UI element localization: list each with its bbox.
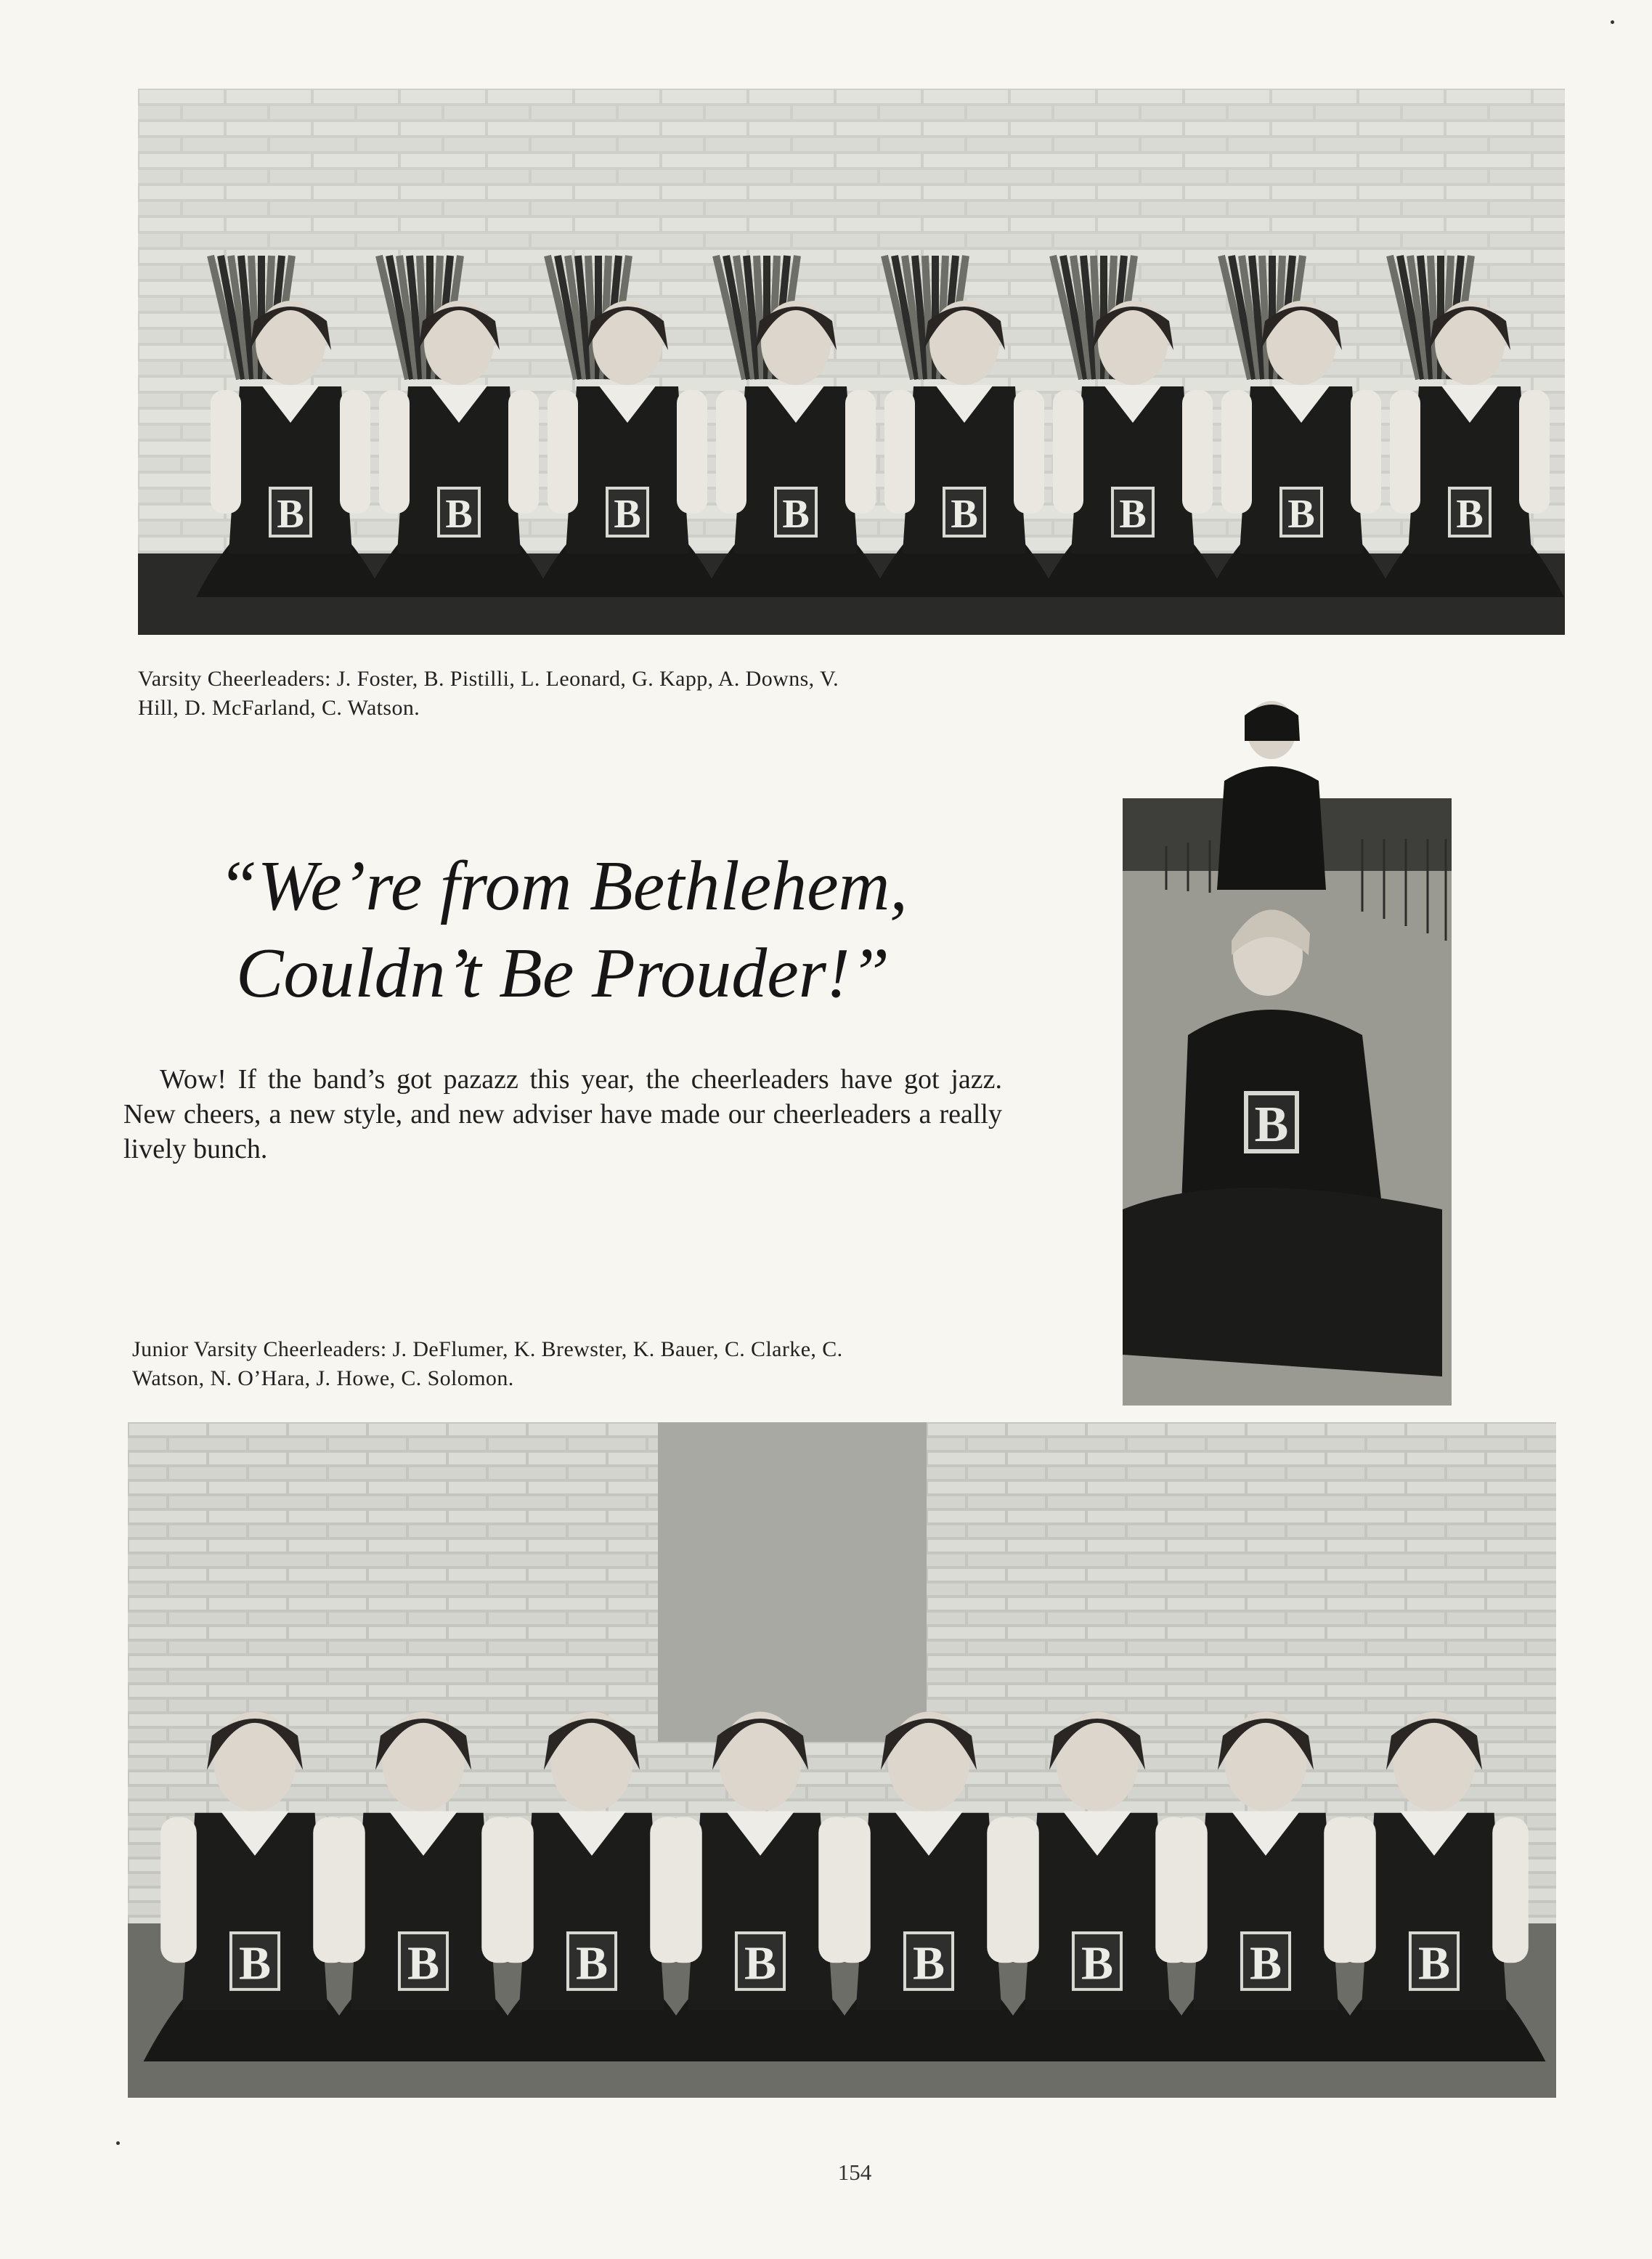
skirt-letter: B — [1287, 492, 1315, 537]
skirt-letter: B — [782, 492, 810, 537]
jv-caption-line-1: Junior Varsity Cheerleaders: J. DeFlumer, K. Brewster, K. Bauer, C. Clarke, C. — [132, 1337, 843, 1361]
varsity-cheerleaders-photo — [138, 89, 1565, 635]
body-paragraph: Wow! If the band’s got pazazz this year, the cheerleaders have got jazz. New cheers, a new style, and new adviser have made our cheerleaders a really lively bunch. — [123, 1064, 1002, 1164]
page-number: 154 — [837, 2159, 872, 2185]
skirt-letter: B — [1456, 492, 1484, 537]
skirt-letter: B — [614, 492, 641, 537]
page-headline — [145, 843, 980, 1017]
skirt-letter: B — [1417, 1936, 1451, 1990]
skirt-letter: B — [277, 492, 304, 537]
jv-photo-art — [128, 1422, 1556, 2098]
skirt-letter: B — [575, 1936, 609, 1990]
skirt-letter: B — [744, 1936, 777, 1990]
sideline-sweater-letter: B — [1254, 1097, 1289, 1153]
varsity-caption — [138, 665, 1053, 723]
jv-caption-line-2: Watson, N. O’Hara, J. Howe, C. Solomon. — [132, 1366, 514, 1390]
sideline-photo-art — [1123, 701, 1452, 1406]
headline-line-2: Couldn’t Be Prouder!” — [235, 934, 890, 1013]
varsity-caption-line-2: Hill, D. McFarland, C. Watson. — [138, 696, 420, 720]
skirt-letter: B — [1119, 492, 1147, 537]
sideline-cheerleaders-photo — [1123, 701, 1452, 1406]
skirt-letter: B — [445, 492, 473, 537]
junior-varsity-cheerleaders-photo — [128, 1422, 1556, 2098]
skirt-letter: B — [912, 1936, 945, 1990]
skirt-letter: B — [238, 1936, 272, 1990]
headline-line-1: “We’re from Bethlehem, — [218, 847, 908, 925]
junior-varsity-caption — [132, 1335, 1049, 1393]
skirt-letter: B — [1249, 1936, 1282, 1990]
varsity-caption-line-1: Varsity Cheerleaders: J. Foster, B. Pistilli, L. Leonard, G. Kapp, A. Downs, V. — [138, 667, 839, 691]
skirt-letter: B — [1081, 1936, 1114, 1990]
varsity-photo-art — [138, 89, 1565, 635]
skirt-letter: B — [951, 492, 978, 537]
print-speck — [116, 2141, 120, 2145]
print-speck — [1611, 20, 1614, 24]
skirt-letter: B — [407, 1936, 440, 1990]
